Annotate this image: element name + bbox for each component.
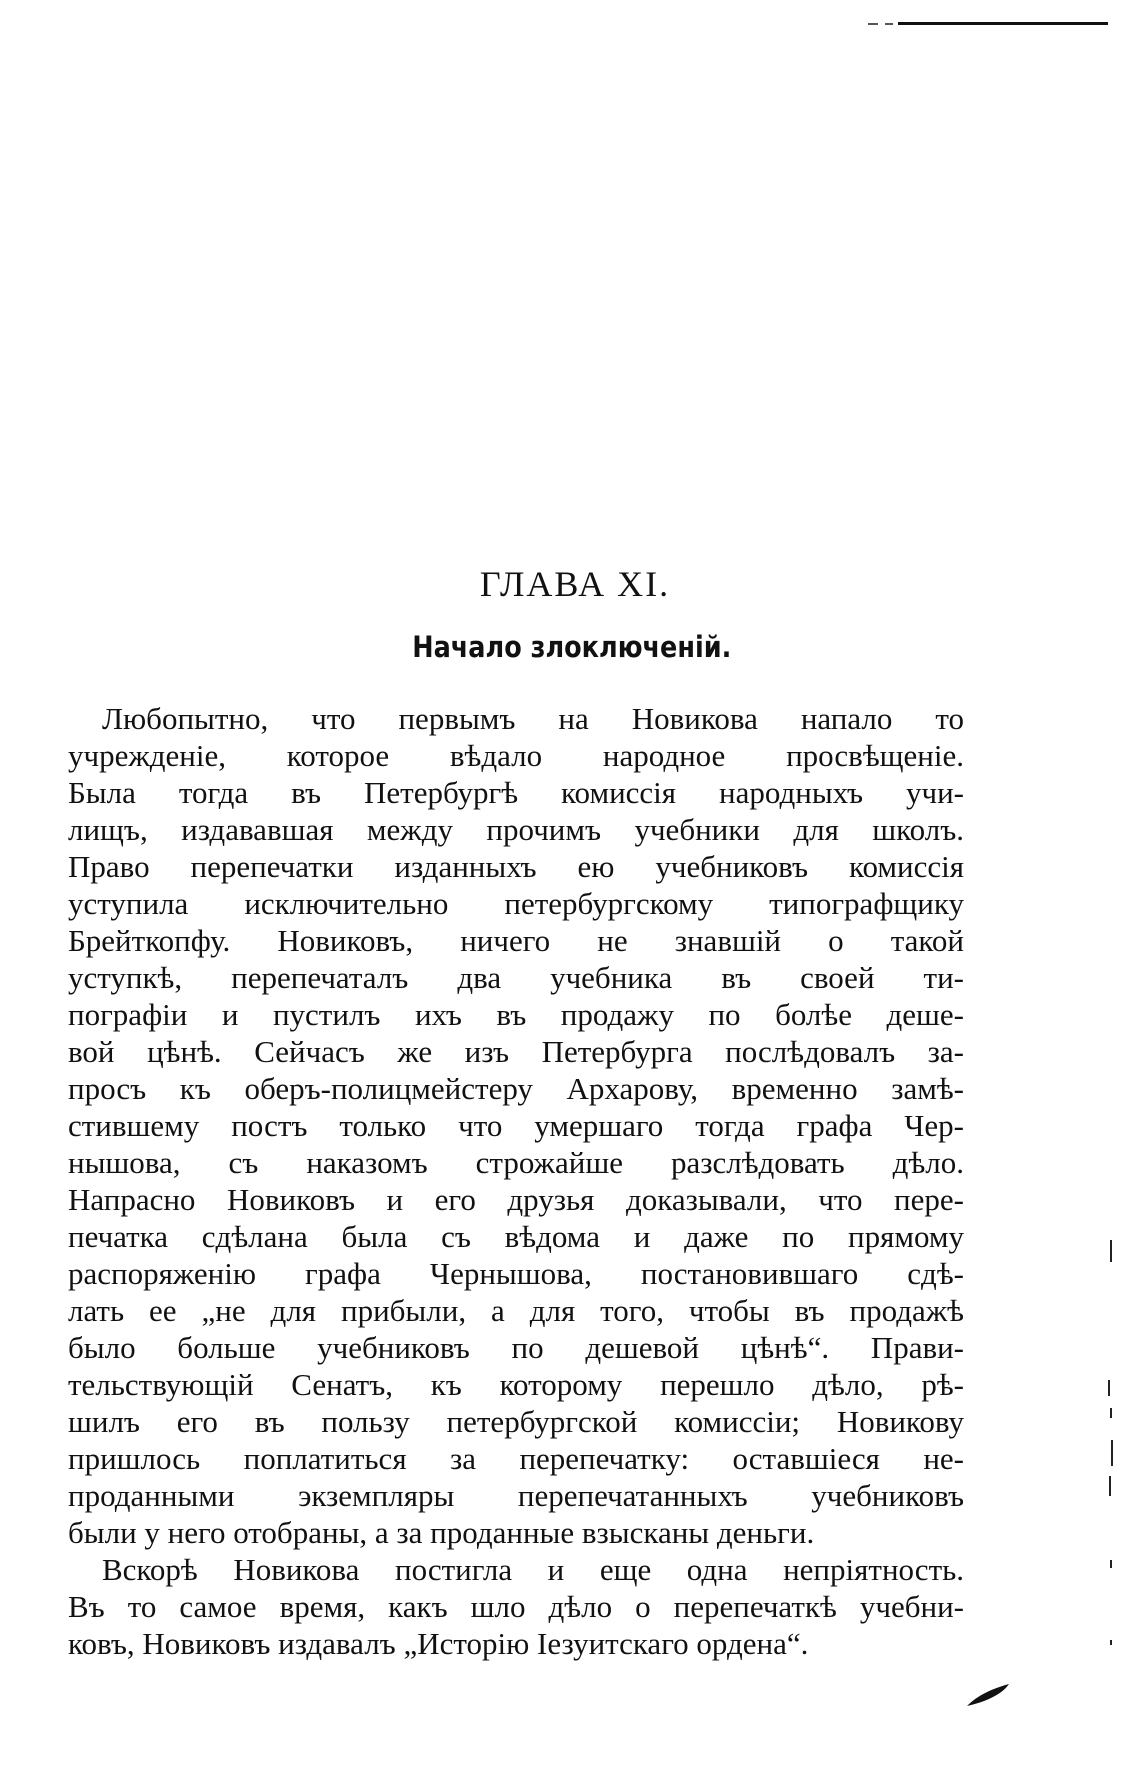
text-line: лищъ, издававшая между прочимъ учебники для школъ.	[68, 812, 964, 847]
scan-edge-mark	[1110, 1640, 1112, 1645]
scan-edge-mark	[1111, 1440, 1113, 1466]
text-line: учрежденіе, которое вѣдало народное просвѣщеніе.	[68, 738, 964, 773]
top-rule-dash	[868, 23, 878, 25]
top-rule-line	[898, 22, 1108, 25]
text-line: стившему постъ только что умершаго тогда графа Чер-	[68, 1108, 964, 1143]
text-line: распоряженію графа Чернышова, постановившаго сдѣ-	[68, 1256, 964, 1291]
text-line: Брейткопфу. Новиковъ, ничего не знавшій о такой	[68, 923, 964, 958]
text-line: пришлось поплатиться за перепечатку: оставшіеся не-	[68, 1441, 964, 1476]
text-line: проданными экземпляры перепечатанныхъ учебниковъ	[68, 1478, 964, 1513]
text-line: ковъ, Новиковъ издавалъ „Исторію Іезуитскаго ордена“.	[68, 1626, 809, 1661]
chapter-body	[68, 700, 964, 1662]
text-line: нышова, съ наказомъ строжайше разслѣдовать дѣло.	[68, 1145, 964, 1180]
scan-edge-mark	[1110, 1408, 1112, 1418]
text-line: уступила исключительно петербургскому типографщику	[68, 886, 964, 921]
text-line: были у него отобраны, а за проданные взысканы деньги.	[68, 1515, 815, 1550]
text-line: шилъ его въ пользу петербургской комиссіи; Новикову	[68, 1404, 964, 1439]
paragraph	[68, 700, 964, 1551]
text-line: было больше учебниковъ по дешевой цѣнѣ“. Прави-	[68, 1330, 964, 1365]
text-line: уступкѣ, перепечаталъ два учебника въ своей ти-	[68, 960, 964, 995]
text-line: Была тогда въ Петербургѣ комиссія народныхъ учи-	[68, 775, 964, 810]
text-line: Въ то самое время, какъ шло дѣло о перепечаткѣ учебни-	[68, 1589, 964, 1624]
text-line: вой цѣнѣ. Сейчасъ же изъ Петербурга послѣдовалъ за-	[68, 1034, 964, 1069]
text-line: печатка сдѣлана была съ вѣдома и даже по прямому	[68, 1219, 964, 1254]
scan-edge-mark	[1108, 1380, 1110, 1396]
text-line: лать ее „не для прибыли, а для того, чтобы въ продажѣ	[68, 1293, 964, 1328]
text-line: Вскорѣ Новикова постигла и еще одна непріятность.	[102, 1552, 964, 1587]
chapter-title: Начало злоключеній.	[412, 630, 732, 664]
ink-blot	[965, 1680, 1015, 1710]
text-line: Напрасно Новиковъ и его друзья доказывали, что пере-	[68, 1182, 964, 1217]
paragraph	[68, 1551, 964, 1662]
scan-edge-mark	[1110, 1560, 1112, 1568]
chapter-heading: ГЛАВА XI.	[479, 564, 671, 604]
text-line: Любопытно, что первымъ на Новикова напало то	[102, 701, 964, 736]
scan-edge-mark	[1109, 1476, 1111, 1496]
scan-edge-mark	[1110, 1240, 1112, 1262]
text-line: тельствующій Сенатъ, къ которому перешло дѣло, рѣ-	[68, 1367, 964, 1402]
text-line: пографіи и пустилъ ихъ въ продажу по болѣе деше-	[68, 997, 964, 1032]
top-rule-dash	[885, 23, 893, 25]
text-line: Право перепечатки изданныхъ ею учебниковъ комиссія	[68, 849, 964, 884]
text-line: просъ къ оберъ-полицмейстеру Архарову, временно замѣ-	[68, 1071, 964, 1106]
